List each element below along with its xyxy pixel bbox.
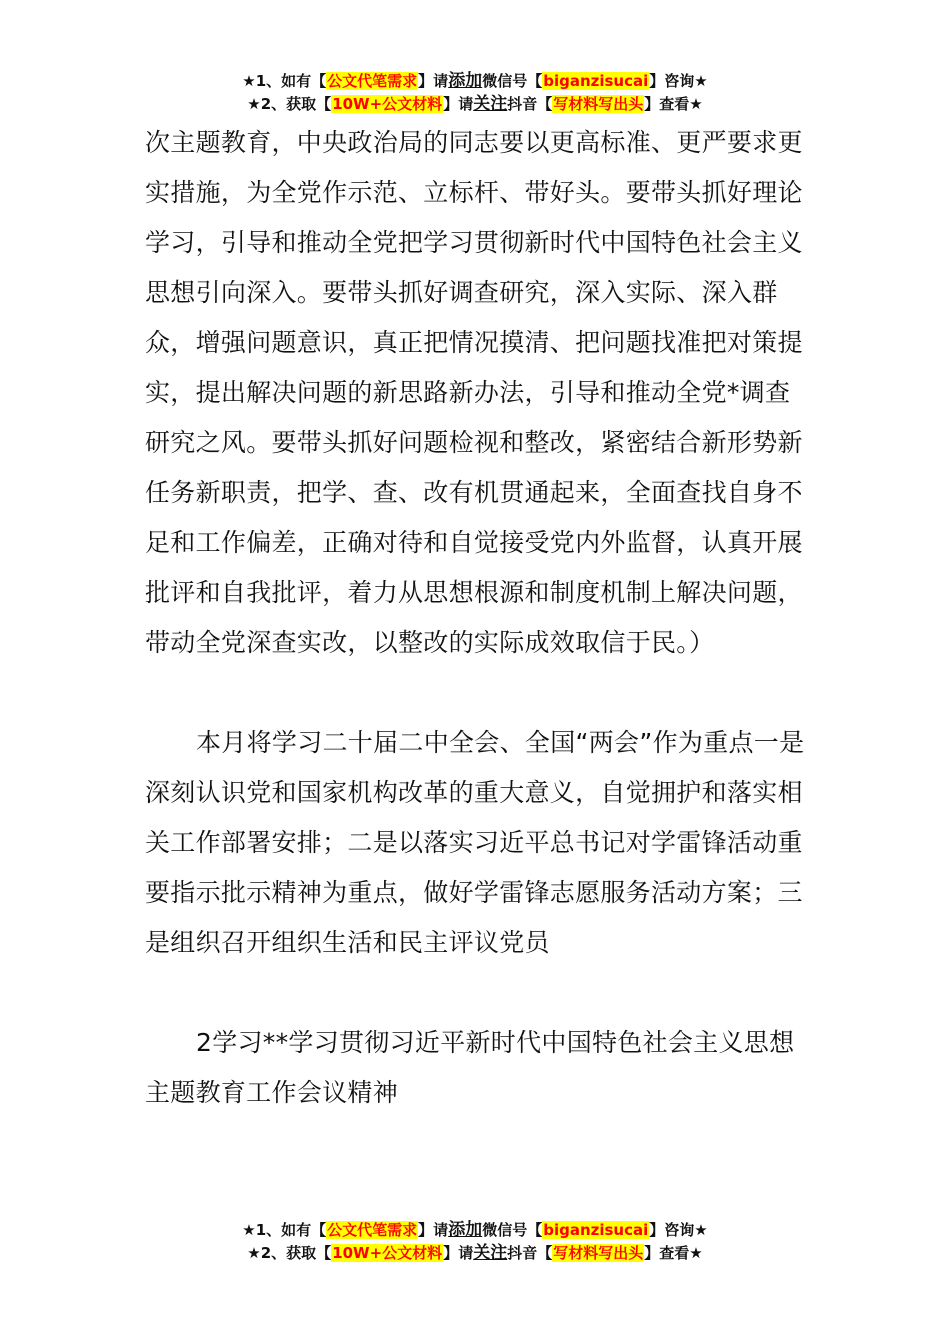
highlight-douyin: 写材料写出头 <box>553 95 644 113</box>
banner-line-2: ★2、获取【10W+公文材料】请关注抖音【写材料写出头】查看★ <box>247 94 703 114</box>
footer-line-1: ★1、如有【公文代笔需求】请添加微信号【biganzisucai】咨询★ <box>242 1220 708 1240</box>
highlight-wechat-id: biganzisucai <box>543 1221 649 1239</box>
highlight-materials: 10W+公文材料 <box>332 1244 443 1262</box>
header-banner <box>0 70 950 116</box>
highlight-materials: 10W+公文材料 <box>332 95 443 113</box>
paragraph-3: 2学习**学习贯彻习近平新时代中国特色社会主义思想主题教育工作会议精神 <box>145 1028 795 1107</box>
paragraph-1: 次主题教育，中央政治局的同志要以更高标准、更严要求更实措施，为全党作示范、立标杆、带好头。要带头抓好理论学习，引导和推动全党把学习贯彻新时代中国特色社会主义思想引向深入。要带头抓好调查研究，深入实际、深入群众，增强问题意识，真正把情况摸清、把问题找准把对策提实，提出解决问题的新思路新办法，引导和推动全党*调查研究之风。要带头抓好问题检视和整改，紧密结合新形势新任务新职责，把学、查、改有机贯通起来，全面查找自身不足和工作偏差，正确对待和自觉接受党内外监督，认真开展批评和自我批评，着力从思想根源和制度机制上解决问题，带动全党深查实改，以整改的实际成效取信于民。） <box>145 128 803 657</box>
banner-line-1: ★1、如有【公文代笔需求】请添加微信号【biganzisucai】咨询★ <box>242 71 708 91</box>
highlight-service: 公文代笔需求 <box>327 1221 418 1239</box>
highlight-douyin: 写材料写出头 <box>553 1244 644 1262</box>
footer-line-2: ★2、获取【10W+公文材料】请关注抖音【写材料写出头】查看★ <box>247 1243 703 1263</box>
paragraph-2: 本月将学习二十届二中全会、全国“两会”作为重点一是深刻认识党和国家机构改革的重大意义，自觉拥护和落实相关工作部署安排；二是以落实习近平总书记对学雷锋活动重要指示批示精神为重点，做好学雷锋志愿服务活动方案；三是组织召开组织生活和民主评议党员 <box>145 728 805 957</box>
highlight-service: 公文代笔需求 <box>327 72 418 90</box>
document-body <box>145 118 810 1118</box>
highlight-wechat-id: biganzisucai <box>543 72 649 90</box>
footer-banner <box>0 1219 950 1265</box>
